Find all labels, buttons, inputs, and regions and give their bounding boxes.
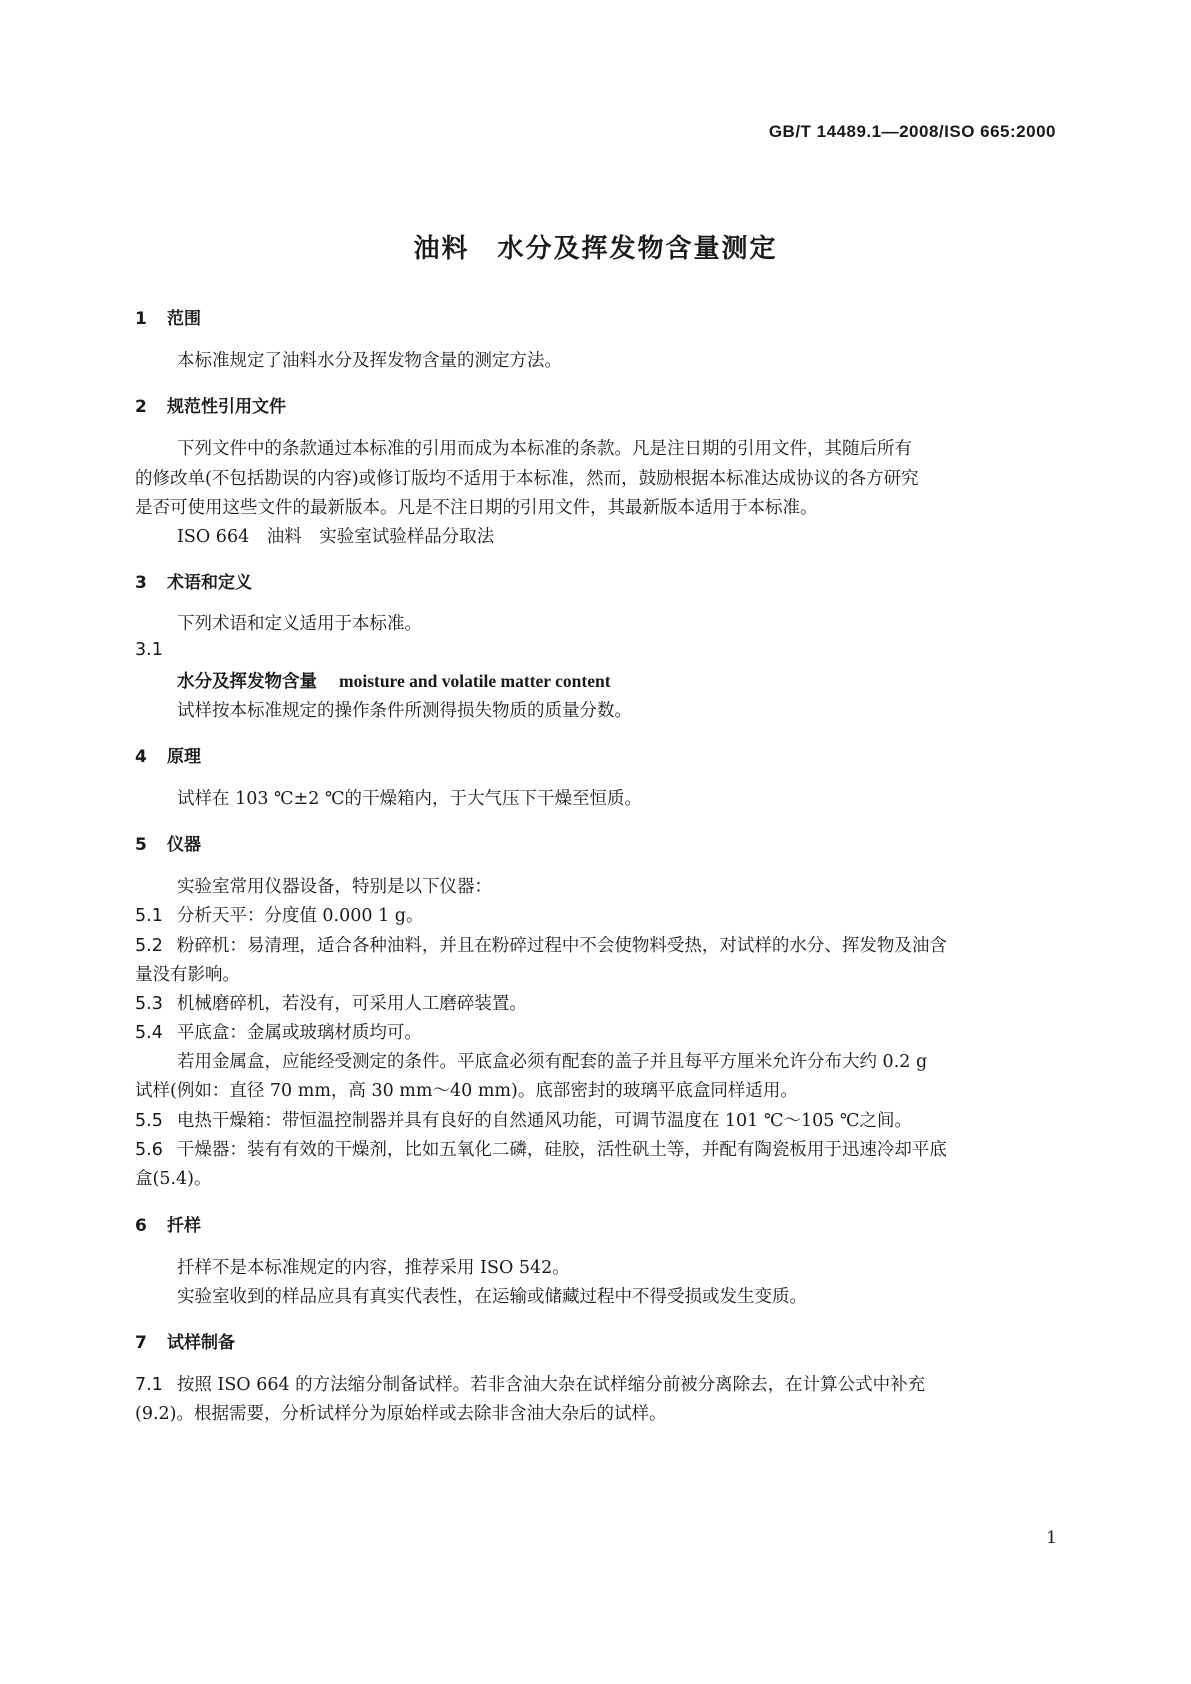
clause-text: 粉碎机：易清理，适合各种油料，并且在粉碎过程中不会使物料受热，对试样的水分、挥发物及油含 [176,936,947,956]
clause-number: 3.1 [135,640,163,660]
section-title: 仪器 [167,835,201,855]
section-5-heading [135,830,201,855]
paragraph-line: 下列文件中的条款通过本标准的引用而成为本标准的条款。凡是注日期的引用文件，其随后所有 [177,439,912,459]
clause-number: 5.5 [135,1111,163,1131]
clause-number: 5.2 [135,936,163,956]
clause-text: 按照 ISO 664 的方法缩分制备试样。若非含油大杂在试样缩分前被分离除去，在计算公式中补充 [176,1375,926,1395]
paragraph: 实验室收到的样品应具有真实代表性，在运输或储藏过程中不得受损或发生变质。 [177,1287,807,1307]
clause-text: 电热干燥箱：带恒温控制器并具有良好的自然通风功能，可调节温度在 101 ℃～105 ℃之间。 [176,1111,912,1131]
page-number: 1 [1046,1528,1057,1548]
clause-number: 5.4 [135,1023,163,1043]
paragraph: 下列术语和定义适用于本标准。 [177,614,422,634]
clause-5-1 [135,902,423,927]
paragraph: 实验室常用仪器设备，特别是以下仪器： [177,877,492,897]
clause-text-continued: (9.2)。根据需要，分析试样分为原始样或去除非含油大杂后的试样。 [135,1404,667,1424]
section-title: 扦样 [167,1216,201,1236]
clause-5-4 [135,1019,422,1044]
paragraph: 本标准规定了油料水分及挥发物含量的测定方法。 [177,351,562,371]
clause-5-5 [135,1107,912,1132]
section-number: 7 [135,1333,147,1353]
standard-code: GB/T 14489.1—2008/ISO 665:2000 [768,122,1056,141]
section-number: 1 [135,309,147,329]
clause-number: 7.1 [135,1375,163,1395]
paragraph-line: 若用金属盒，应能经受测定的条件。平底盒必须有配套的盖子并且每平方厘米允许分布大约 0.2 g [177,1052,928,1072]
section-number: 3 [135,573,147,593]
section-number: 2 [135,397,147,417]
section-2-heading [135,392,286,417]
clause-number: 5.3 [135,994,163,1014]
clause-text: 分析天平：分度值 0.000 1 g。 [176,906,424,926]
section-number: 5 [135,835,147,855]
section-number: 4 [135,747,147,767]
section-6-heading [135,1211,201,1236]
term-entry [177,668,611,693]
term-chinese: 水分及挥发物含量 [177,672,317,692]
clause-text: 机械磨碎机，若没有，可采用人工磨碎装置。 [176,994,527,1014]
section-number: 6 [135,1216,147,1236]
paragraph-line: 的修改单(不包括勘误的内容)或修订版均不适用于本标准，然而，鼓励根据本标准达成协议的各方研究 [135,469,919,489]
term-english: moisture and volatile matter content [339,671,611,691]
section-title: 术语和定义 [167,573,252,593]
paragraph-line: 试样(例如：直径 70 mm，高 30 mm～40 mm)。底部密封的玻璃平底盒同样适用。 [135,1081,798,1101]
section-4-heading [135,742,201,767]
clause-7-1 [135,1371,925,1396]
section-title: 范围 [167,309,201,329]
paragraph: 扦样不是本标准规定的内容，推荐采用 ISO 542。 [177,1258,570,1278]
paragraph-line: 是否可使用这些文件的最新版本。凡是不注日期的引用文件，其最新版本适用于本标准。 [135,498,818,518]
clause-5-3 [135,990,527,1015]
clause-text: 干燥器：装有有效的干燥剂，比如五氧化二磷，硅胶，活性矾土等，并配有陶瓷板用于迅速冷却平底 [176,1140,947,1160]
clause-5-2 [135,932,947,957]
section-3-heading [135,568,252,593]
section-1-heading [135,304,201,329]
clause-number: 5.1 [135,906,163,926]
section-title: 原理 [167,747,201,767]
clause-number: 5.6 [135,1140,163,1160]
term-definition: 试样按本标准规定的操作条件所测得损失物质的质量分数。 [177,701,632,721]
section-title: 试样制备 [167,1333,235,1353]
normative-reference: ISO 664 油料 实验室试验样品分取法 [177,527,495,547]
clause-text: 平底盒：金属或玻璃材质均可。 [176,1023,422,1043]
section-7-heading [135,1328,235,1353]
paragraph: 试样在 103 ℃±2 ℃的干燥箱内，于大气压下干燥至恒质。 [177,789,643,809]
section-title: 规范性引用文件 [167,397,286,417]
document-title: 油料 水分及挥发物含量测定 [413,234,778,264]
clause-text-continued: 量没有影响。 [135,965,240,985]
clause-text-continued: 盒(5.4)。 [135,1169,212,1189]
clause-5-6 [135,1136,947,1161]
